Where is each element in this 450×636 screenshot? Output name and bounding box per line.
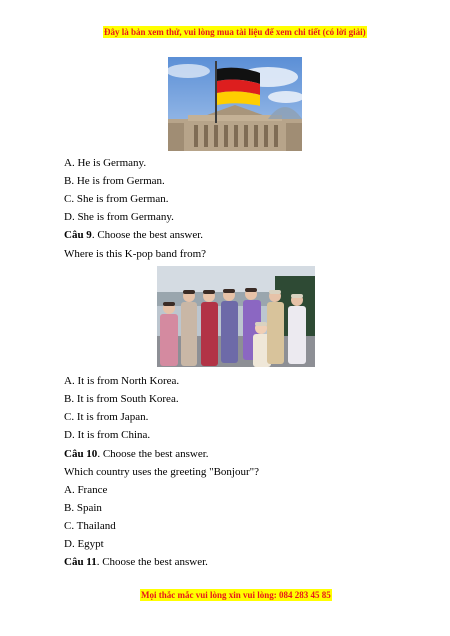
q10-option-a: A. France (64, 484, 108, 496)
q10-option-c: C. Thailand (64, 520, 116, 532)
q9-option-c: C. It is from Japan. (64, 411, 149, 423)
kpop-band-photo (157, 266, 315, 367)
preview-notice-banner: Đây là bản xem thử, vui lòng mua tài liệu để xem chi tiết (có lời giải) (104, 27, 366, 37)
q11-instruction: . Choose the best answer. (96, 556, 208, 568)
q9-prompt: Where is this K-pop band from? (64, 248, 207, 260)
q11-label: Câu 11 (64, 556, 97, 568)
q8-option-d: D. She is from Germany. (64, 211, 174, 223)
q9-option-a: A. It is from North Korea. (64, 375, 180, 387)
q9-option-b: B. It is from South Korea. (64, 393, 179, 405)
q9-option-d: D. It is from China. (64, 429, 151, 441)
q11-heading (64, 555, 208, 569)
q8-option-b: B. He is from German. (64, 175, 165, 187)
q9-label: Câu 9 (64, 229, 92, 241)
q9-heading (64, 228, 203, 242)
contact-notice-banner: Mọi thắc mắc vui lòng xin vui lòng: 084 283 45 85 (141, 590, 331, 600)
q10-label: Câu 10 (64, 448, 98, 460)
q8-option-a: A. He is Germany. (64, 157, 147, 169)
q10-instruction: . Choose the best answer. (97, 448, 209, 460)
reichstag-flag-photo (168, 57, 302, 151)
q10-option-b: B. Spain (64, 502, 102, 514)
q8-option-c: C. She is from German. (64, 193, 169, 205)
q9-instruction: . Choose the best answer. (91, 229, 204, 241)
q10-heading (64, 447, 209, 461)
q10-prompt: Which country uses the greeting "Bonjour"? (64, 466, 260, 478)
q10-option-d: D. Egypt (64, 538, 104, 550)
